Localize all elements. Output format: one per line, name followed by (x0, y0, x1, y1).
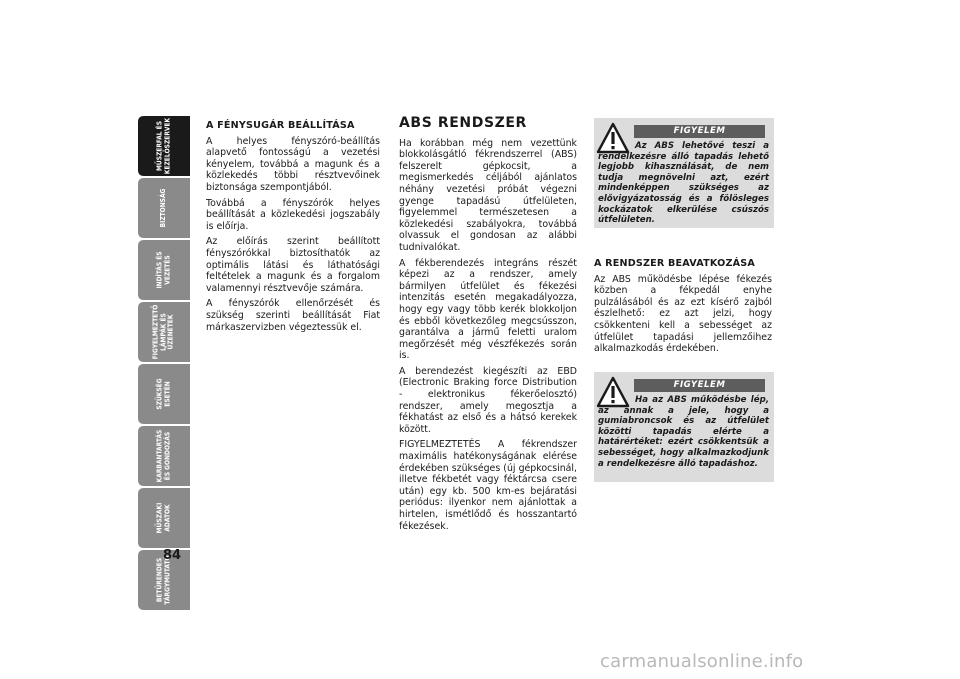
warning-text-content: Ha az ABS működésbe lép, az annak a jele, hogy a gumiabroncsok és az útfelület közötti tapadás elérte a határértéket: ezért csökkentsük a sebességet, hogy alkalmazkodjunk a rendelkezésre álló tapadáshoz. (598, 395, 769, 469)
tab-label: INDÍTÁS ÉS VEZETÉS (155, 251, 171, 289)
tab-szukseg[interactable] (138, 364, 190, 424)
paragraph: A fényszórók ellenőrzését és szükség szerinti beállítását Fiat márkaszervizben végeztessük el. (206, 298, 380, 333)
tab-label: MŰSZAKI ADATOK (155, 502, 171, 534)
warning-text (598, 395, 769, 469)
paragraph: Ha korábban még nem vezettünk blokkolásgátló fékrendszerrel (ABS) felszerelt gépkocsit, a megismerkedés céljából ajánlatos néhány vezetési próbát végezni gyenge tapadású útfelületen, figyelemmel természetesen a közlekedési szabályokra, továbbá olvassuk el gondosan az alábbi tudnivalókat. (399, 137, 577, 253)
watermark: carmanualsonline.info (600, 651, 804, 672)
page-title: ABS RENDSZER (399, 115, 527, 131)
paragraph: Az előírás szerint beállított fényszórókkal biztosíthatók az optimális látási és láthatósági feltételek a magunk és a forgalom valamennyi résztvevője számára. (206, 236, 380, 294)
page-number: 84 (163, 548, 182, 563)
warning-text (598, 141, 769, 226)
tab-label: BETŰRENDES TÁRGYMUTATÓ (155, 555, 171, 605)
tab-label: SZÜKSÉG ESETÉN (155, 378, 171, 410)
warning-text-content: Az ABS lehetővé teszi a rendelkezésre álló tapadás lehető legjobb kihasználását, de nem tudja megnövelni azt, ezért mindenképpen szükséges az elővigyázatosság és a fölösleges kockázatok elkerülése csúszós útfelületen. (598, 141, 769, 226)
tab-karbantartas[interactable] (138, 426, 190, 486)
abs-section (399, 115, 577, 536)
tab-biztonsag[interactable] (138, 178, 190, 238)
paragraph: A helyes fényszóró-beállítás alapvető fontosságú a vezetési kényelem, továbbá a magunk és a közlekedés többi résztvevőinek biztonsága szempontjából. (206, 135, 380, 193)
paragraph: A berendezést kiegészíti az EBD (Electronic Braking force Distribution - elektronikus fékerőelosztó) rendszer, amely megosztja a fékhatást az első és a hátsó kerekek között. (399, 365, 577, 435)
tab-label: BIZTONSÁG (159, 188, 168, 228)
tab-figyelmezteto[interactable] (138, 302, 190, 362)
warning-box (594, 118, 774, 228)
tab-inditas[interactable] (138, 240, 190, 300)
paragraph: Az ABS működésbe lépése fékezés közben a fékpedál enyhe pulzálásából és az ezt kísérő zajból észlelhető: ez azt jelzi, hogy csökkenteni kell a sebességet az útfelület tapadási jellemzőihez alkalmazkodás érdekében. (594, 273, 772, 355)
tab-label: FIGYELMEZTETŐ LÁMPÁK ÉS ÜZENETEK (151, 304, 175, 360)
tab-label: MŰSZERFAL ÉS KEZELŐSZERVEK (155, 117, 171, 175)
headlight-section (206, 120, 380, 337)
section-heading: A RENDSZER BEAVATKOZÁSA (594, 258, 755, 269)
tab-muszaki[interactable] (138, 488, 190, 548)
tab-label: KARBANTARTÁS ÉS GONDOZÁS (155, 429, 171, 483)
warning-box (594, 372, 774, 482)
tab-muszerfal[interactable] (138, 116, 190, 176)
paragraph: FIGYELMEZTETÉS A fékrendszer maximális hatékonyságának elérése érdekében szükséges (új gépkocsinál, illetve fékbetét vagy féktárcsa csere után) egy kb. 500 km-es bejáratási periódus: ilyenkor nem ajánlottak a hirtelen, ismétlődő és hosszantartó fékezések. (399, 439, 577, 532)
paragraph: A fékberendezés integráns részét képezi az a rendszer, amely bármilyen útfelület és fékezési intenzitás esetén megakadályozza, hogy egy vagy több kerék blokkoljon és ebből következőleg megcsússzon, garantálva a jármű feletti uralom megőrzését még vészfékezés során is. (399, 257, 577, 362)
warning-title: FIGYELEM (634, 379, 765, 392)
intervention-section (594, 258, 772, 359)
section-sidebar (138, 116, 190, 612)
paragraph: Továbbá a fényszórók helyes beállítását a közlekedési jogszabály is előírja. (206, 197, 380, 232)
section-heading: A FÉNYSUGÁR BEÁLLÍTÁSA (206, 120, 355, 131)
warning-title: FIGYELEM (634, 125, 765, 138)
